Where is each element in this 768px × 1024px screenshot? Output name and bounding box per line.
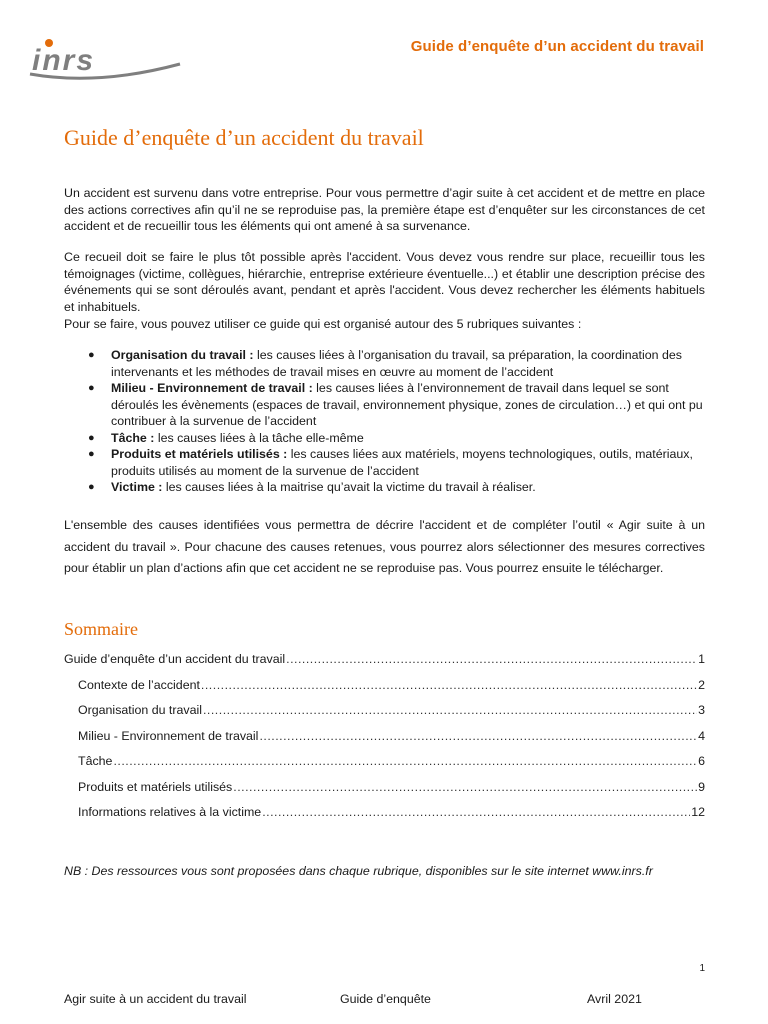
list-item: ● Tâche : les causes liées à la tâche elle-même xyxy=(88,430,364,445)
header-title: Guide d’enquête d’un accident du travail xyxy=(410,38,704,55)
footer-left: Agir suite à un accident du travail xyxy=(64,992,247,1006)
nb-note: NB : Des ressources vous sont proposées dans chaque rubrique, disponibles sur le site internet www.inrs.fr xyxy=(64,864,653,878)
list-item: ● Milieu - Environnement de travail : les causes liées à l’environnement de travail dans lequel se sont déroulés les évènements (espaces de travail, environnement physique, zones de circulation…) et qui ont pu contribuer à la survenue de l’accident xyxy=(88,381,703,428)
footer-center: Guide d’enquête xyxy=(340,992,431,1006)
toc-entry[interactable]: Informations relatives à la victime ..... 12 xyxy=(64,805,705,831)
toc-entry[interactable]: Contexte de l’accident ..... 2 xyxy=(64,678,705,704)
bullet-icon: ● xyxy=(88,382,95,394)
document-title: Guide d’enquête d’un accident du travail xyxy=(64,125,424,150)
list-item: ● Victime : les causes liées à la maitrise qu’avait la victime du travail à réaliser. xyxy=(88,480,536,494)
intro-paragraph: Un accident est survenu dans votre entreprise. Pour vous permettre d’agir suite à cet accident et de mettre en place des actions correctives afin qu’il ne se reproduise pas, la première étape est d’enquêter sur les circonstances de cet accident et de recueillir tous les éléments qui ont amené à sa survenance. xyxy=(64,186,705,233)
rubrics-intro-paragraph: Pour se faire, vous pouvez utiliser ce guide qui est organisé autour des 5 rubriques suivantes : xyxy=(64,317,582,331)
svg-text:inrs: inrs xyxy=(32,44,96,77)
list-item: ● Produits et matériels utilisés : les causes liées aux matériels, moyens technologiques, outils, matériaux, produits utilisés au moment de la survenue de l’accident xyxy=(88,447,693,478)
closing-paragraph: L'ensemble des causes identifiées vous permettra de décrire l'accident et de compléter l’outil « Agir suite à un accident du travail ». Pour chacune des causes retenues, vous pourrez alors sélectionner des mesures correctives pour établir un plan d’actions afin que cet accident ne se reproduise pas. Vous pourrez ensuite le télécharger. xyxy=(64,518,705,575)
bullet-icon: ● xyxy=(88,448,95,460)
toc-entry[interactable]: Organisation du travail ..... 3 xyxy=(64,703,705,729)
bullet-icon: ● xyxy=(88,431,95,444)
collection-paragraph: Ce recueil doit se faire le plus tôt possible après l'accident. Vous devez vous rendre sur place, recueillir tous les témoignages (victime, collègues, hiérarchie, entreprise extérieure éventuelle...) et établir une description précise des événements qui se sont déroulés avant, pendant et après l'accident. Vous devez rechercher les éléments habituels et inhabituels. xyxy=(64,250,705,314)
toc-entry[interactable]: Guide d’enquête d’un accident du travail ..... 1 xyxy=(64,652,705,678)
bullet-icon: ● xyxy=(88,349,95,361)
toc-entry[interactable]: Produits et matériels utilisés ..... 9 xyxy=(64,780,705,806)
table-of-contents xyxy=(64,652,705,831)
page-number: 1 xyxy=(699,963,705,974)
bullet-icon: ● xyxy=(88,481,95,493)
list-item: ● Organisation du travail : les causes liées à l’organisation du travail, sa préparation, la coordination des intervenants et les méthodes de travail mises en œuvre au moment de l’accident xyxy=(88,348,682,379)
inrs-logo xyxy=(28,34,188,84)
rubrics-list xyxy=(64,347,705,496)
footer-right: Avril 2021 xyxy=(587,992,642,1006)
toc-entry[interactable]: Milieu - Environnement de travail ..... 4 xyxy=(64,729,705,755)
sommaire-title: Sommaire xyxy=(64,619,138,639)
toc-entry[interactable]: Tâche ..... 6 xyxy=(64,754,705,780)
